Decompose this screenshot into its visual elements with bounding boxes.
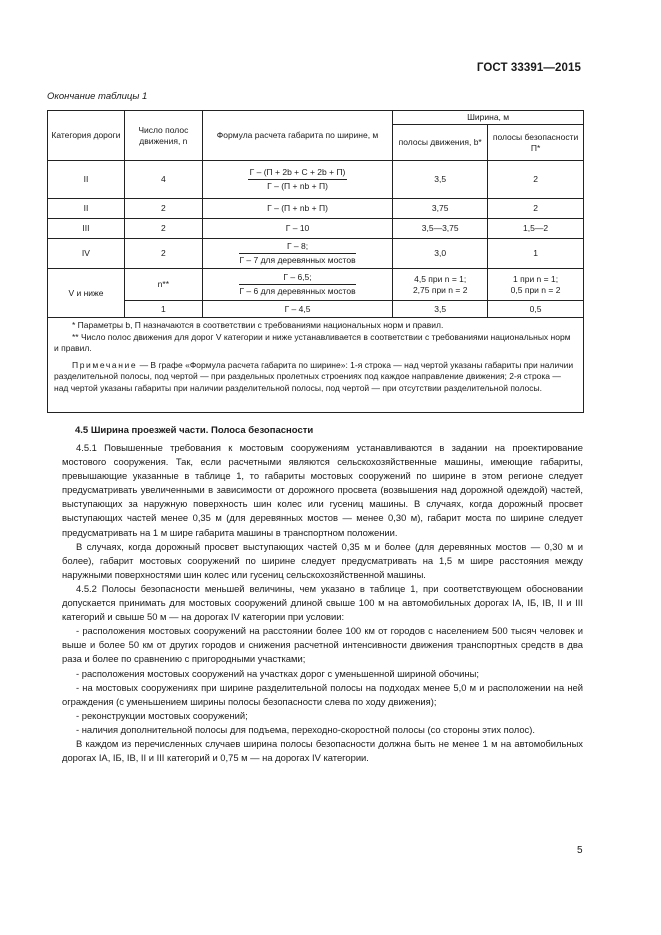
cell-lane-width: 3,5 <box>393 301 488 318</box>
cell-lane-width: 3,0 <box>393 239 488 269</box>
paragraph: В случаях, когда дорожный просвет выступающих частей 0,35 м и более (для деревянных мостов — 0,30 м и более), габарит мостовых сооружений по ширине следует предусматривать на 1,5 м шире расстояния между наружными поверхностями шин колес или гусениц сельскохозяйственной машины. <box>62 540 583 580</box>
cell-safety-width: 1 <box>488 239 584 269</box>
paragraph: 4.5.2 Полосы безопасности меньшей величины, чем указано в таблице 1, при соответствующем обосновании допускается принимать для мостовых сооружений длиной свыше 100 м на автомобильных дорогах IA, IБ, IВ, II и III категорий и свыше 50 м — на дорогах IV категории при условии: <box>62 582 583 623</box>
table-row <box>48 239 584 269</box>
cell-line: 1 при n = 1; <box>513 273 559 284</box>
section-body <box>62 441 583 765</box>
header-lanes: Число полос движения, n <box>124 111 202 161</box>
list-item: - наличия дополнительной полосы для подъема, переходно-скоростной полосы (со стороны этих полос). <box>76 723 535 735</box>
table-remark <box>54 360 577 395</box>
cell-formula <box>202 269 393 301</box>
cell-category: V и ниже <box>48 269 125 318</box>
cell-safety-width <box>488 269 584 301</box>
cell-safety-width: 2 <box>488 199 584 219</box>
header-width: Ширина, м <box>393 111 584 125</box>
cell-category: II <box>48 199 125 219</box>
table-row <box>48 161 584 199</box>
list-item: - расположения мостовых сооружений на участках дорог с уменьшенной шириной обочины; <box>76 667 479 679</box>
list-item: - на мостовых сооружениях при ширине разделительной полосы на подходах менее 5,0 м и расположении на ней ограждения (с уменьшением ширины полосы безопасности слева по ходу движения); <box>62 681 583 707</box>
table-row <box>48 199 584 219</box>
remark-label: Примечание <box>72 359 138 370</box>
header-safety-width: полосы безопасности П* <box>488 125 584 161</box>
cell-safety-width: 1,5—2 <box>488 219 584 239</box>
specification-table <box>47 110 584 318</box>
table-row <box>48 219 584 239</box>
cell-category: IV <box>48 239 125 269</box>
formula-fraction <box>239 272 355 297</box>
paragraph: 4.5.1 Повышенные требования к мостовым сооружениям устанавливаются в задании на проектирование мостового сооружения. Так, если расчетными являются сельскохозяйственные машины, имеющие габариты, превышающие указанные в таблице 1, то габариты мостовых сооружений по ширине в этом регионе следует предусматривать увеличенными в зависимости от дорожного просвета (возвышения над дорожной одеждой) частей, выступающих за наружную поверхность шин колес или гусениц машины. В случаях, когда дорожный просвет выступающих частей менее 0,35 м (для деревянных мостов — менее 0,30 м), габарит моста по ширине следует предусматривать на 1 м шире габарита машины в транспортном положении. <box>62 442 583 538</box>
cell-lane-width <box>393 269 488 301</box>
cell-lanes: 4 <box>124 161 202 199</box>
formula-denominator: Г – (П + nb + П) <box>267 181 328 191</box>
cell-formula: Г – 4,5 <box>202 301 393 318</box>
page-number: 5 <box>577 845 583 856</box>
document-code: ГОСТ 33391—2015 <box>476 62 581 74</box>
cell-lane-width: 3,5—3,75 <box>393 219 488 239</box>
cell-category: III <box>48 219 125 239</box>
cell-lanes: 2 <box>124 219 202 239</box>
list-item: - расположения мостовых сооружений на расстоянии более 100 км от городов с населением 500 тысяч человек и выше и более 50 км от других городов и снижения расчетной интенсивности движения транспортных средств в два раза и более по сравнению с пригородными участками; <box>62 625 583 665</box>
formula-numerator: Г – (П + 2b + С + 2b + П) <box>248 167 348 180</box>
formula-fraction <box>239 241 355 266</box>
formula-numerator: Г – 8; <box>239 241 355 254</box>
table-row <box>48 301 584 318</box>
formula-numerator: Г – 6,5; <box>239 272 355 285</box>
table-caption: Окончание таблицы 1 <box>47 91 148 102</box>
cell-lanes: 2 <box>124 239 202 269</box>
cell-safety-width: 0,5 <box>488 301 584 318</box>
footnote: * Параметры b, П назначаются в соответствии с требованиями национальных норм и правил. <box>72 320 444 330</box>
formula-denominator: Г – 6 для деревянных мостов <box>239 286 356 296</box>
cell-safety-width: 2 <box>488 161 584 199</box>
cell-category: II <box>48 161 125 199</box>
footnote: ** Число полос движения для дорог V категории и ниже устанавливается в соответствии с требованиями национальных норм и правил. <box>54 331 571 353</box>
cell-line: 0,5 при n = 2 <box>510 284 561 295</box>
cell-lanes: n** <box>124 269 202 301</box>
cell-lanes: 1 <box>124 301 202 318</box>
paragraph: В каждом из перечисленных случаев ширина полосы безопасности должна быть не менее 1 м на автомобильных дорогах IA, IБ, IВ, II и III категорий и 0,75 м — на дорогах IV категории. <box>62 737 583 764</box>
header-formula: Формула расчета габарита по ширине, м <box>202 111 393 161</box>
list-item: - реконструкции мостовых сооружений; <box>76 709 248 721</box>
remark-text: — В графе «Формула расчета габарита по ширине»: 1-я строка — над чертой указаны габариты при наличии разделительной полосы, под чертой — при раздельных пролетных строениях под каждое направление движения; 2-я строка — над чертой указаны габариты при наличии разделительной полосы, под чертой — при отсутствии разделительной полосы. <box>54 359 574 393</box>
cell-formula <box>202 239 393 269</box>
header-category: Категория дороги <box>48 111 125 161</box>
cell-lanes: 2 <box>124 199 202 219</box>
header-lane-width: полосы движения, b* <box>393 125 488 161</box>
formula-fraction <box>248 167 348 192</box>
formula-denominator: Г – 7 для деревянных мостов <box>239 255 356 265</box>
cell-formula <box>202 161 393 199</box>
table-notes <box>47 317 584 413</box>
cell-line: 4,5 при n = 1; <box>414 273 467 284</box>
section-title: 4.5 Ширина проезжей части. Полоса безопасности <box>75 425 314 436</box>
cell-formula: Г – (П + nb + П) <box>202 199 393 219</box>
cell-lane-width: 3,5 <box>393 161 488 199</box>
cell-lane-width: 3,75 <box>393 199 488 219</box>
cell-formula: Г – 10 <box>202 219 393 239</box>
table-row <box>48 269 584 301</box>
cell-line: 2,75 при n = 2 <box>412 284 468 295</box>
